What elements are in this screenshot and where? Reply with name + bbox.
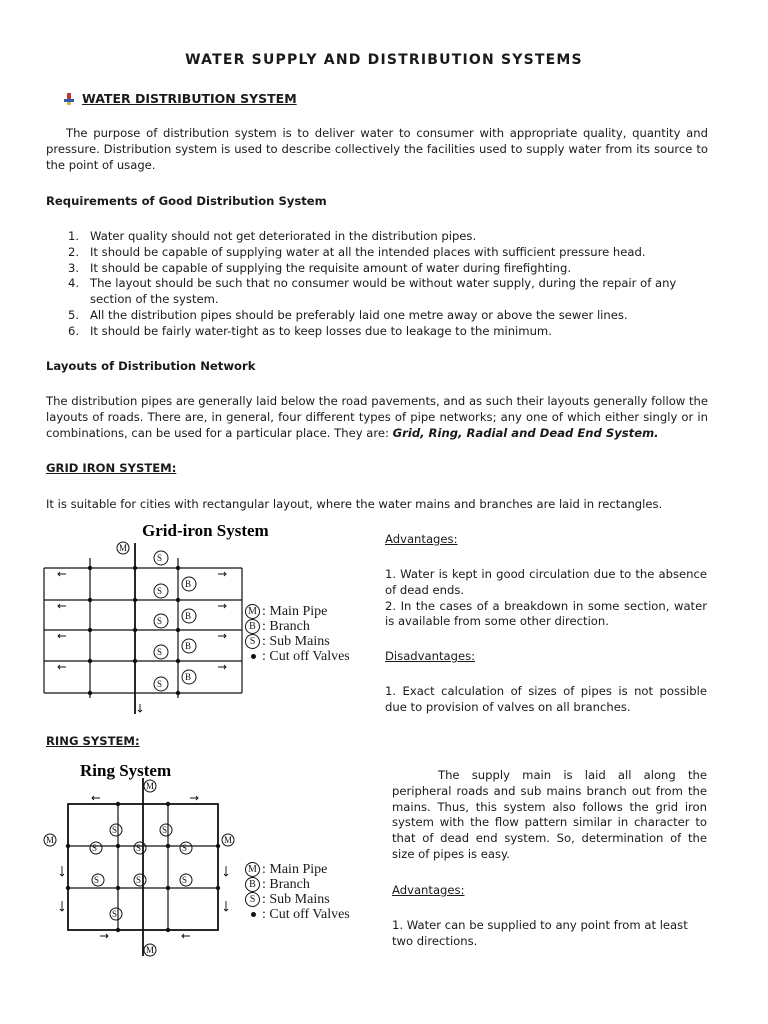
svg-text:B: B [185,641,192,651]
grid-advantages-list [385,567,707,630]
valve-dot-icon [251,912,256,917]
grid-legend [245,604,350,664]
ring-legend [245,862,350,922]
svg-text:M: M [119,543,128,553]
ring-system-diagram [40,756,250,960]
list-item: 5. All the distribution pipes should be preferably laid one metre away or above the sewer lines. [68,307,628,322]
svg-text:B: B [185,672,192,682]
list-item: 2. It should be capable of supplying water at all the intended places with sufficient pressure head. [68,244,646,259]
svg-text:S: S [112,825,118,835]
svg-text:S: S [94,875,100,885]
list-item: 1. Water can be supplied to any point from at least two directions. [392,918,688,948]
section-heading [64,91,297,106]
colored-bullet-icon [64,93,74,105]
legend-cut-off-valves: : Cut off Valves [245,649,350,664]
ring-system-heading: RING SYSTEM: [46,734,140,748]
list-item: 2. In the cases of a breakdown in some section, water is available from some other direction. [385,598,707,629]
legend-branch: B : Branch [245,619,350,634]
network-types: Grid, Ring, Radial and Dead End System. [392,425,659,440]
svg-text:M: M [146,945,155,955]
svg-text:M: M [46,835,55,845]
ring-description: The supply main is laid all along the peripheral roads and sub mains branch out from the mains. Thus, this system also follows the grid iron system with the flow pattern similar in character to that of dead end system. So, determination of the size of pipes is easy. [392,768,707,861]
svg-text:S: S [157,616,163,626]
svg-text:S: S [182,843,188,853]
legend-main-pipe: M : Main Pipe [245,604,350,619]
grid-disadvantages-list [385,684,707,716]
svg-text:S: S [157,679,163,689]
legend-sub-mains: S : Sub Mains [245,892,350,907]
main-pipe-symbol [117,542,129,554]
ring-figure-title: Ring System [80,761,172,780]
layouts-heading: Layouts of Distribution Network [46,359,256,373]
legend-sub-mains: S : Sub Mains [245,634,350,649]
legend-main-pipe: M : Main Pipe [245,862,350,877]
grid-disadvantages-heading: Disadvantages: [385,649,476,663]
list-item: 4. The layout should be such that no consumer would be without water supply, during the repair of any section of the system. [68,276,677,307]
svg-text:S: S [136,875,142,885]
svg-text:S: S [157,553,163,563]
grid-figure-title: Grid-iron System [142,521,269,540]
intro-paragraph: The purpose of distribution system is to deliver water to consumer with appropriate quality, quantity and pressure. Distribution system is used to describe collectively the facilities used to supply water from its source to the point of usage. [46,126,708,172]
svg-text:B: B [185,611,192,621]
list-item: 6. It should be fairly water-tight as to keep losses due to leakage to the minimum. [68,323,552,338]
svg-text:S: S [112,909,118,919]
list-item: 1. Exact calculation of sizes of pipes is not possible due to provision of valves on all branches. [385,684,707,714]
legend-cut-off-valves: : Cut off Valves [245,907,350,922]
layouts-paragraph: The distribution pipes are generally laid below the road pavements, and as such their layouts generally follow the layouts of roads. There are, in general, four different types of pipe networks; any one of which either singly or in combinations, can be used for a particular place. They are: Grid, Ring, Radial and Dead End System. [46,394,708,440]
document-title: WATER SUPPLY AND DISTRIBUTION SYSTEMS [185,52,583,68]
grid-iron-intro: It is suitable for cities with rectangular layout, where the water mains and branches are laid in rectangles. [46,497,663,511]
ring-advantages-heading: Advantages: [392,883,465,897]
list-item: 3. It should be capable of supplying the requisite amount of water during firefighting. [68,260,572,275]
svg-text:M: M [224,835,233,845]
list-item: 1. Water is kept in good circulation due to the absence of dead ends. [385,567,707,597]
svg-text:S: S [162,825,168,835]
svg-text:S: S [157,647,163,657]
grid-iron-diagram [38,518,269,714]
grid-advantages-heading: Advantages: [385,532,458,546]
svg-text:S: S [157,586,163,596]
svg-text:B: B [185,579,192,589]
valve-dot-icon [251,654,256,659]
requirements-heading: Requirements of Good Distribution System [46,194,327,208]
svg-text:S: S [136,843,142,853]
requirements-list [46,229,708,340]
list-item: 1. Water quality should not get deteriorated in the distribution pipes. [68,229,477,243]
grid-iron-heading: GRID IRON SYSTEM: [46,461,177,475]
svg-text:S: S [182,875,188,885]
svg-text:M: M [146,781,155,791]
section-heading-label: WATER DISTRIBUTION SYSTEM [82,91,297,106]
svg-text:S: S [92,843,98,853]
ring-advantages-list [392,918,707,950]
legend-branch: B : Branch [245,877,350,892]
